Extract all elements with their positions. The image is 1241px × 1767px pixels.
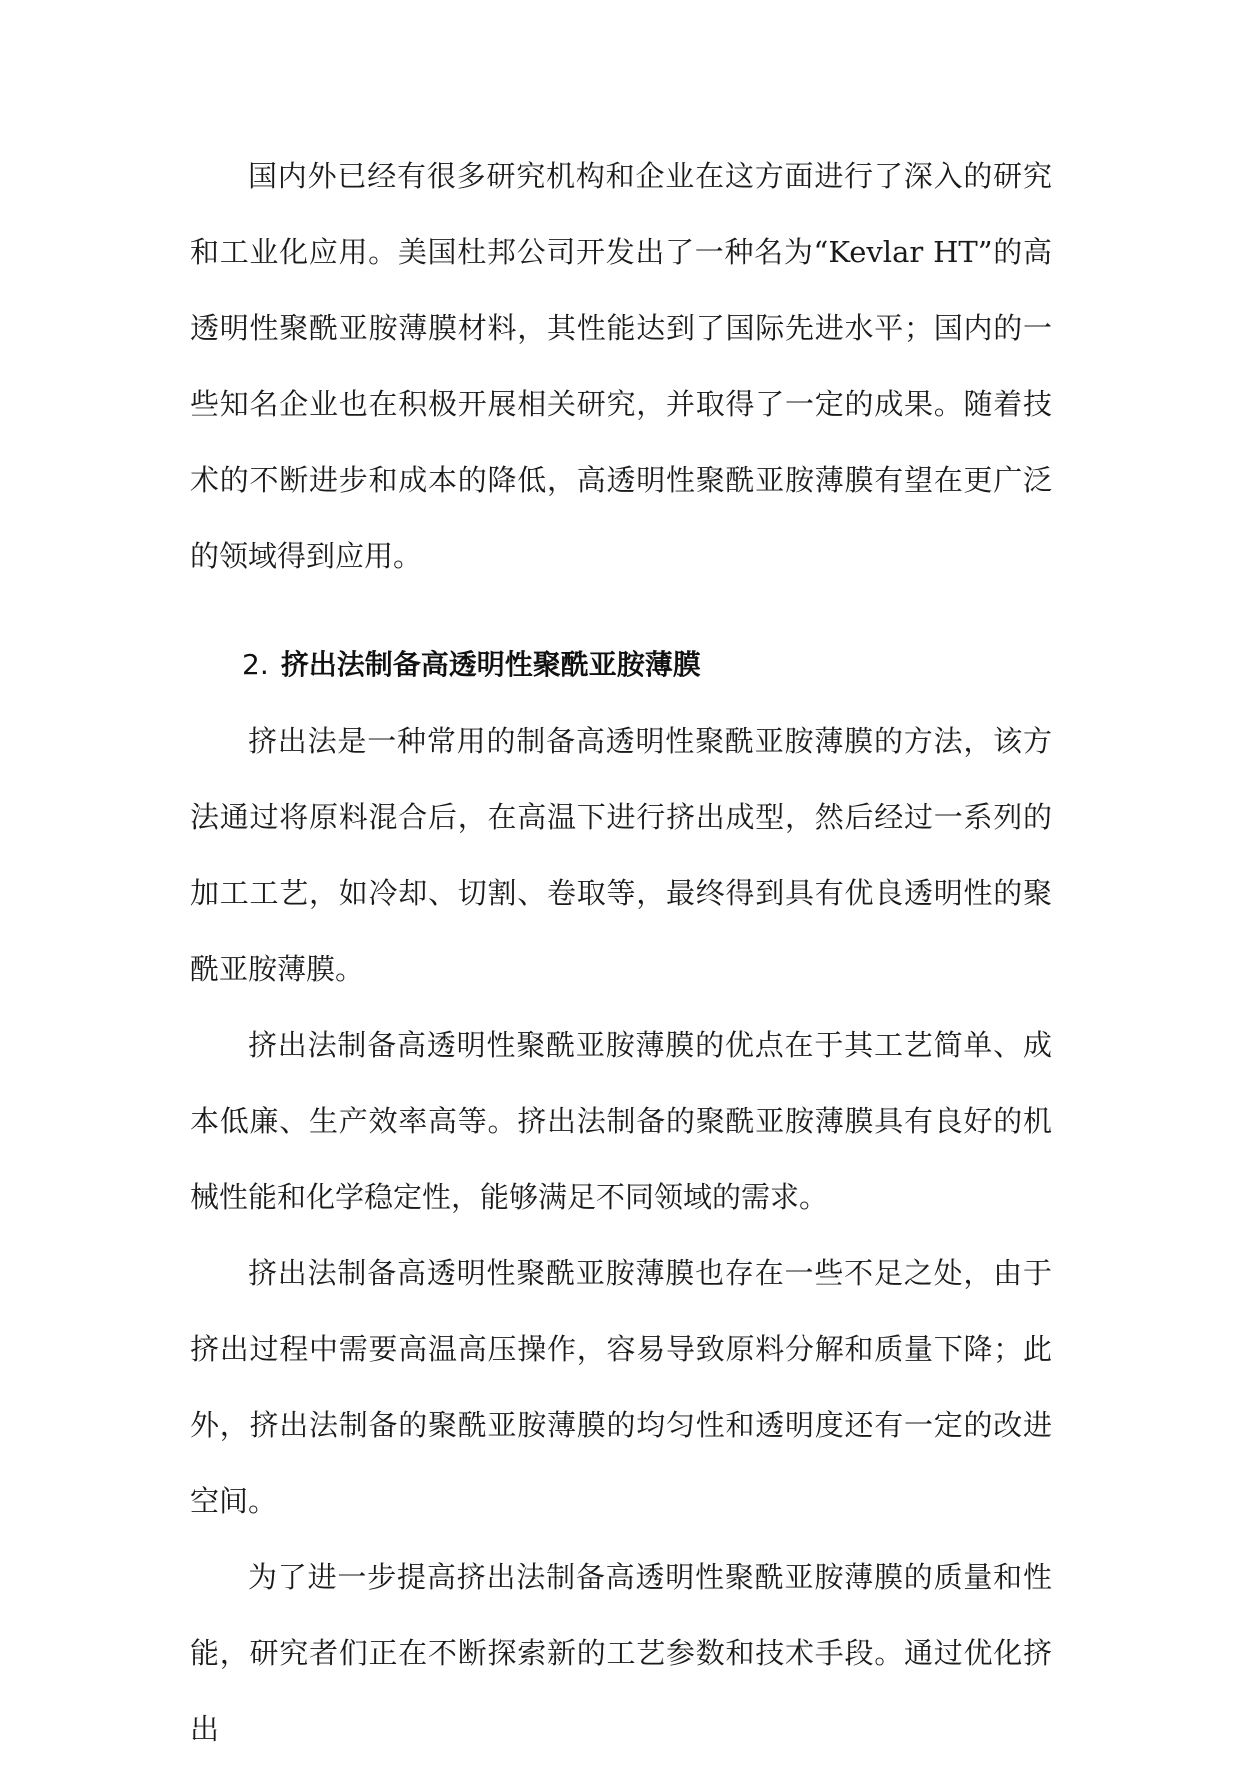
section-paragraph-4: 为了进一步提高挤出法制备高透明性聚酰亚胺薄膜的质量和性能，研究者们正在不断探索新的工艺参数和技术手段。通过优化挤出 [190, 1560, 1052, 1746]
section-paragraph-1: 挤出法是一种常用的制备高透明性聚酰亚胺薄膜的方法，该方法通过将原料混合后，在高温下进行挤出成型，然后经过一系列的加工工艺，如冷却、切割、卷取等，最终得到具有优良透明性的聚酰亚胺薄膜。 [190, 724, 1052, 986]
section-paragraph-2: 挤出法制备高透明性聚酰亚胺薄膜的优点在于其工艺简单、成本低廉、生产效率高等。挤出法制备的聚酰亚胺薄膜具有良好的机械性能和化学稳定性，能够满足不同领域的需求。 [190, 1028, 1052, 1214]
section-heading [190, 627, 1052, 703]
section-number: 2. [242, 648, 269, 681]
section-paragraph-3: 挤出法制备高透明性聚酰亚胺薄膜也存在一些不足之处，由于挤出过程中需要高温高压操作，容易导致原料分解和质量下降；此外，挤出法制备的聚酰亚胺薄膜的均匀性和透明度还有一定的改进空间。 [190, 1256, 1052, 1518]
intro-paragraph-1: 国内外已经有很多研究机构和企业在这方面进行了深入的研究和工业化应用。美国杜邦公司开发出了一种名为“Kevlar HT”的高透明性聚酰亚胺薄膜材料，其性能达到了国际先进水平；国内的一些知名企业也在积极开展相关研究，并取得了一定的成果。随着技术的不断进步和成本的降低，高透明性聚酰亚胺薄膜有望在更广泛的领域得到应用。 [190, 159, 1052, 573]
document-body [190, 138, 1052, 1767]
section-title: 挤出法制备高透明性聚酰亚胺薄膜 [280, 648, 701, 681]
